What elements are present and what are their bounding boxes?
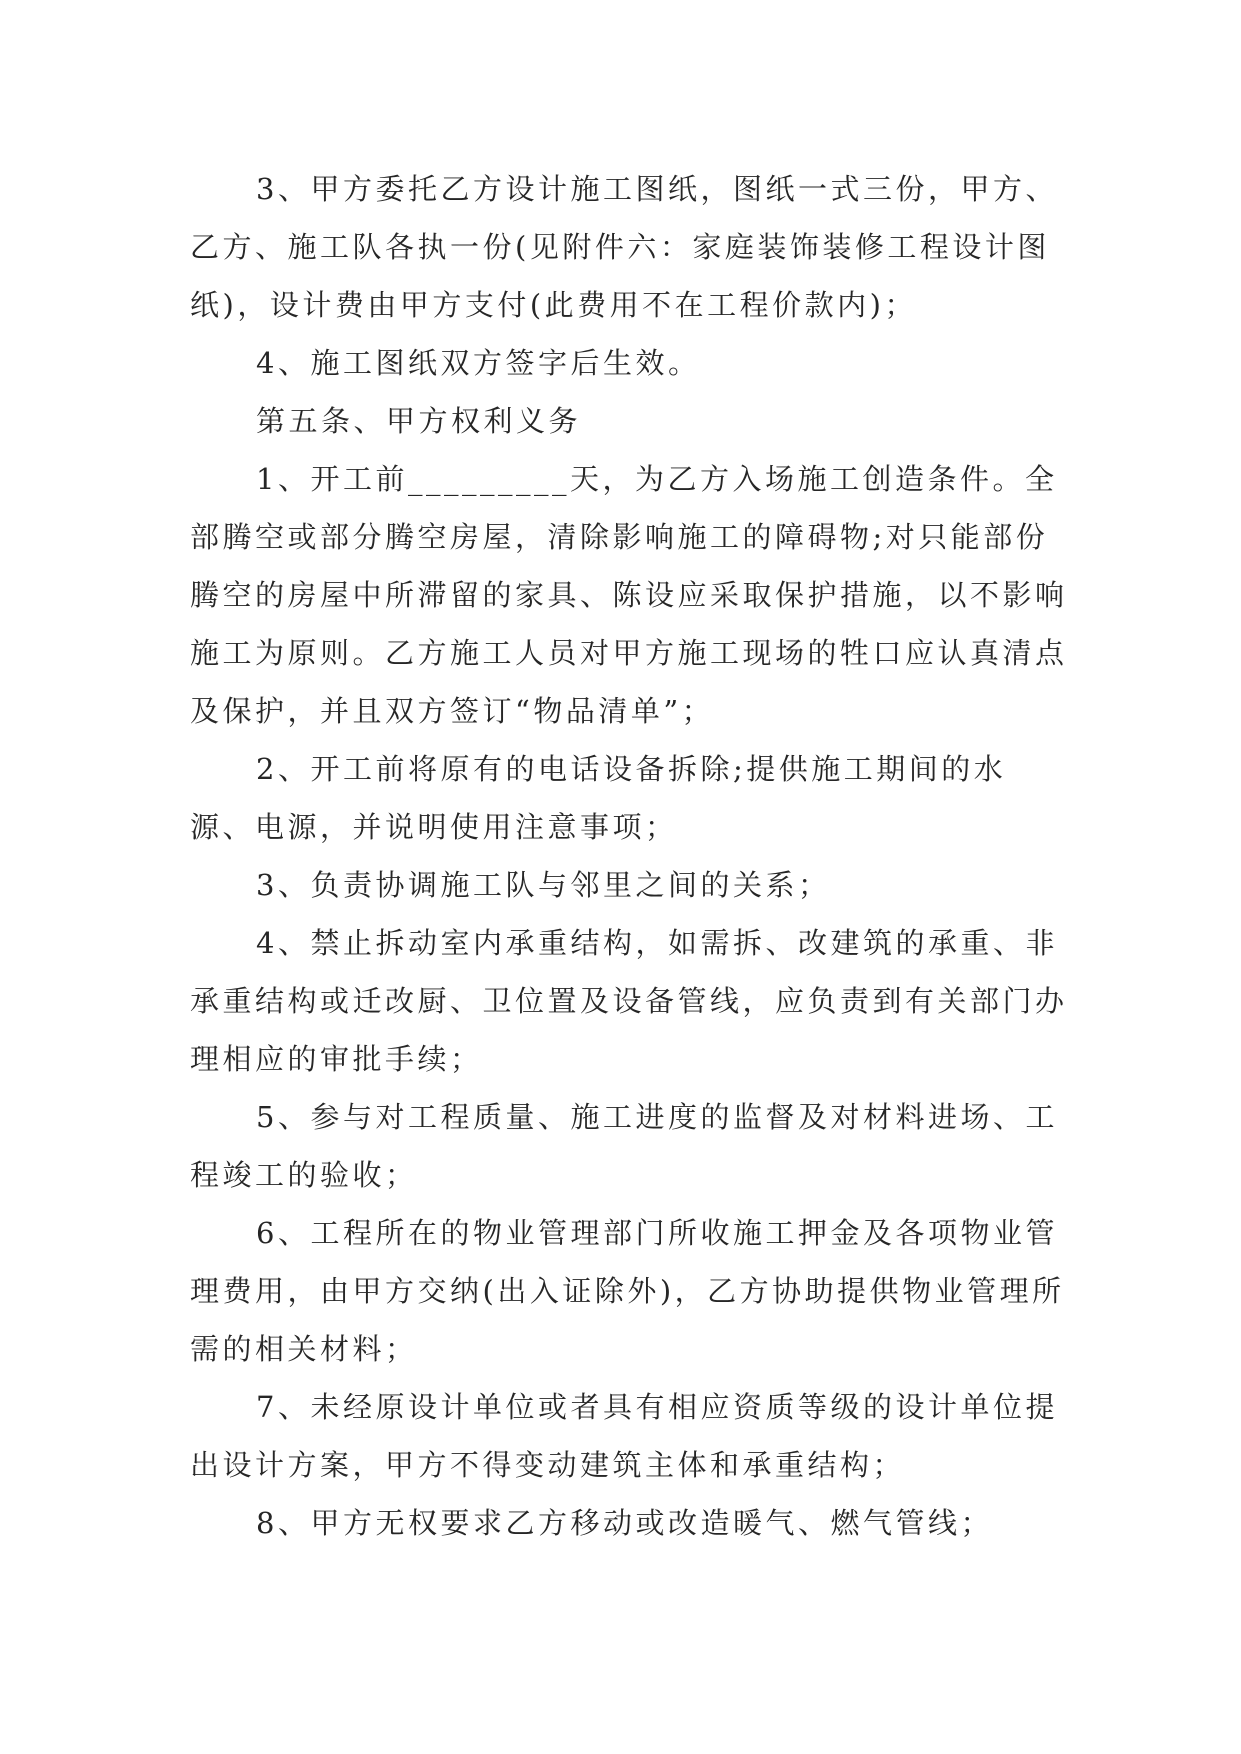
paragraph-structural-restrictions: 4、禁止拆动室内承重结构，如需拆、改建筑的承重、非承重结构或迁改厨、卫位置及设备管线，应负责到有关部门办理相应的审批手续；: [190, 926, 1068, 1076]
paragraph-design-approval: 7、未经原设计单位或者具有相应资质等级的设计单位提出设计方案，甲方不得变动建筑主体和承重结构；: [190, 1390, 1058, 1482]
paragraph-neighbor-relations: 3、负责协调施工队与邻里之间的关系；: [256, 868, 831, 902]
paragraph-design-drawings: 3、甲方委托乙方设计施工图纸，图纸一式三份，甲方、乙方、施工队各执一份(见附件六：家庭装饰装修工程设计图纸)，设计费由甲方支付(此费用不在工程价款内)；: [190, 172, 1058, 322]
document-body: [190, 160, 1070, 1552]
paragraph-quality-supervision: 5、参与对工程质量、施工进度的监督及对材料进场、工程竣工的验收；: [190, 1100, 1058, 1192]
paragraph-site-preparation: 1、开工前_________天，为乙方入场施工创造条件。全部腾空或部分腾空房屋，清除影响施工的障碍物;对只能部份腾空的房屋中所滞留的家具、陈设应采取保护措施，以不影响施工为原则。乙方施工人员对甲方施工现场的牲口应认真清点及保护，并且双方签订“物品清单”；: [190, 462, 1068, 728]
paragraph-heating-gas-lines: 8、甲方无权要求乙方移动或改造暖气、燃气管线；: [256, 1506, 993, 1540]
section-heading-party-a-rights: 第五条、甲方权利义务: [256, 404, 582, 438]
paragraph-utilities: 2、开工前将原有的电话设备拆除;提供施工期间的水源、电源，并说明使用注意事项；: [190, 752, 1007, 844]
paragraph-property-fees: 6、工程所在的物业管理部门所收施工押金及各项物业管理费用，由甲方交纳(出入证除外)，乙方协助提供物业管理所需的相关材料；: [190, 1216, 1065, 1366]
paragraph-drawings-effective: 4、施工图纸双方签字后生效。: [256, 346, 701, 380]
